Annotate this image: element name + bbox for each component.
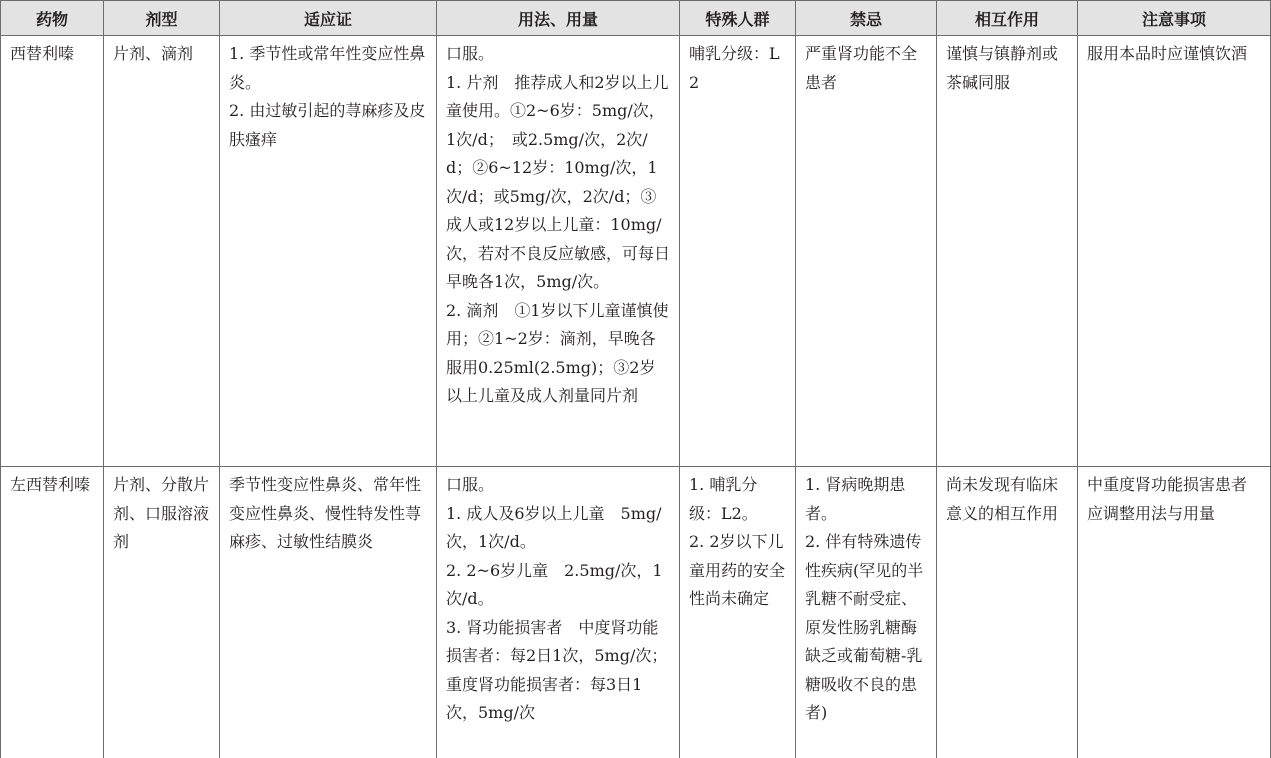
cell-special-population — [680, 467, 796, 758]
table-row — [1, 467, 1271, 758]
cell-usage — [437, 467, 680, 758]
contraindication-line: 1. 肾病晚期患者。 — [805, 475, 906, 523]
cell-special-population — [680, 36, 796, 467]
cell-dosage-form: 片剂、滴剂 — [104, 36, 220, 467]
header-interactions: 相互作用 — [937, 1, 1078, 36]
cell-usage — [437, 36, 680, 467]
header-precautions: 注意事项 — [1078, 1, 1271, 36]
cell-contraindications — [796, 36, 937, 467]
special-population-line: 2. 2岁以下儿童用药的安全性尚未确定 — [689, 532, 786, 608]
special-population-line: 哺乳分级：L2 — [689, 44, 780, 92]
header-drug: 药物 — [1, 1, 104, 36]
table-header-row — [1, 1, 1271, 36]
cell-indications — [220, 467, 437, 758]
cell-drug: 西替利嗪 — [1, 36, 104, 467]
cell-interactions: 尚未发现有临床意义的相互作用 — [937, 467, 1078, 758]
cell-precautions: 中重度肾功能损害患者应调整用法与用量 — [1078, 467, 1271, 758]
header-dosage-form: 剂型 — [104, 1, 220, 36]
header-contraindications: 禁忌 — [796, 1, 937, 36]
table-row — [1, 36, 1271, 467]
header-special-population: 特殊人群 — [680, 1, 796, 36]
indication-line: 季节性变应性鼻炎、常年性变应性鼻炎、慢性特发性荨麻疹、过敏性结膜炎 — [229, 475, 422, 551]
cell-contraindications — [796, 467, 937, 758]
usage-line: 1. 片剂 推荐成人和2岁以上儿童使用。①2~6岁：5mg/次，1次/d； 或2.5mg/次，2次/d；②6~12岁：10mg/次，1次/d；或5mg/次，2次/d；③成人或12岁以上儿童：10mg/次，若对不良反应敏感，可每日早晚各1次，5mg/次。 — [446, 72, 671, 291]
contraindication-line: 严重肾功能不全患者 — [805, 44, 918, 92]
header-indications: 适应证 — [220, 1, 437, 36]
header-usage: 用法、用量 — [437, 1, 680, 36]
usage-line: 2. 滴剂 ①1岁以下儿童谨慎使用；②1~2岁：滴剂，早晚各服用0.25ml(2.5mg)；③2岁以上儿童及成人剂量同片剂 — [446, 300, 669, 405]
usage-line: 3. 肾功能损害者 中度肾功能损害者：每2日1次，5mg/次；重度肾功能损害者：每3日1次，5mg/次 — [446, 617, 668, 722]
usage-line: 口服。 — [446, 44, 495, 63]
contraindication-line: 2. 伴有特殊遗传性疾病(罕见的半乳糖不耐受症、原发性肠乳糖酶缺乏或葡萄糖-乳糖吸收不良的患者) — [805, 532, 924, 722]
indication-line: 2. 由过敏引起的荨麻疹及皮肤瘙痒 — [229, 101, 426, 149]
cell-precautions: 服用本品时应谨慎饮酒 — [1078, 36, 1271, 467]
indication-line: 1. 季节性或常年性变应性鼻炎。 — [229, 44, 426, 92]
cell-indications — [220, 36, 437, 467]
usage-line: 2. 2~6岁儿童 2.5mg/次，1次/d。 — [446, 560, 663, 608]
cell-dosage-form: 片剂、分散片剂、口服溶液剂 — [104, 467, 220, 758]
cell-interactions: 谨慎与镇静剂或茶碱同服 — [937, 36, 1078, 467]
usage-line: 1. 成人及6岁以上儿童 5mg/次，1次/d。 — [446, 503, 662, 551]
special-population-line: 1. 哺乳分级：L2。 — [689, 475, 758, 523]
usage-line: 口服。 — [446, 475, 495, 494]
cell-drug: 左西替利嗪 — [1, 467, 104, 758]
